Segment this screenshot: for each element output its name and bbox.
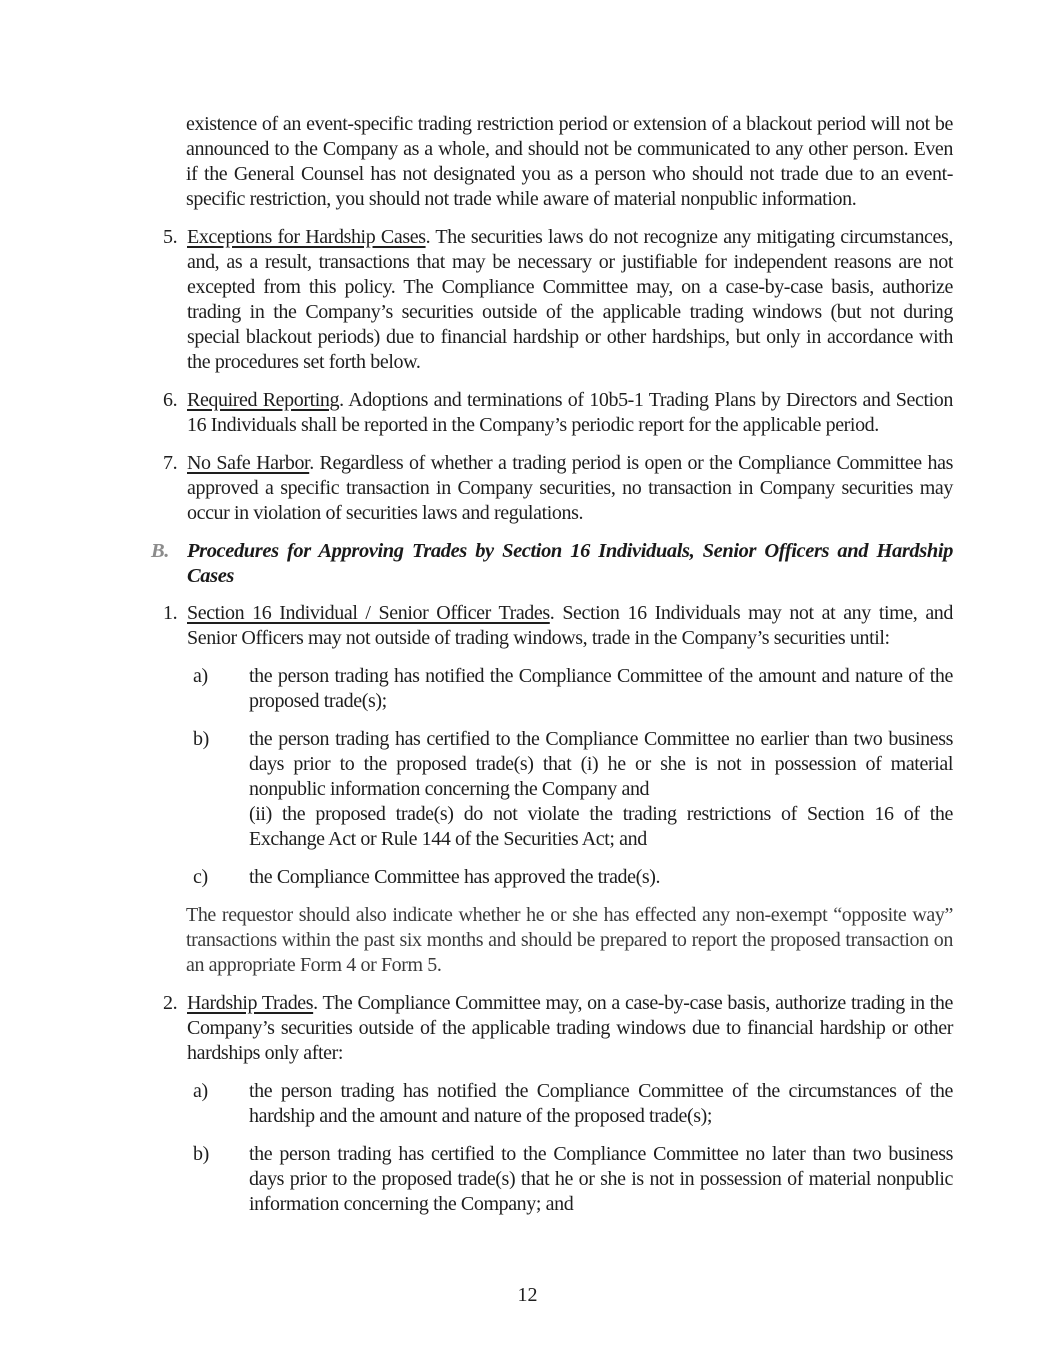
sub-item-text-part1: the person trading has certified to the Compliance Committee no earlier than two business days prior to the proposed trade(s) that (i) he or she is not in possession of material nonpublic information concerning the Company and: [249, 728, 953, 800]
item-number: 2.: [163, 992, 178, 1014]
requestor-note-paragraph: The requestor should also indicate whether he or she has effected any non-exempt “opposite way” transactions within the past six months and should be prepared to report the proposed transaction on an appropriate Form 4 or Form 5.: [186, 904, 953, 976]
item-heading: Hardship Trades: [187, 992, 314, 1014]
item-text: [187, 225, 953, 375]
sub-item-text: the Compliance Committee has approved the trade(s).: [249, 866, 661, 888]
sub-item-1b: [193, 727, 953, 852]
item-number: 1.: [163, 602, 178, 624]
list-item-7: [163, 451, 953, 526]
sub-item-label: c): [193, 866, 208, 888]
item-body-text: . The securities laws do not recognize any mitigating circumstances, and, as a result, transactions that may be necessary or justifiable for independent reasons are not excepted from this policy. The Compliance Committee may, on a case-by-case basis, authorize trading in the Company’s securities outside of the applicable trading windows (but not during special blackout periods) due to financial hardship or other hardships, but only in accordance with the procedures set forth below.: [187, 226, 953, 373]
list-item-5: [163, 225, 953, 375]
sub-item-2a: [193, 1079, 953, 1129]
sub-item-text: [249, 727, 953, 852]
section-b-heading: [151, 539, 953, 589]
list-item-b2: [163, 991, 953, 1066]
item-number: 7.: [163, 452, 178, 474]
list-item-b1: [163, 601, 953, 651]
sub-item-text-part2: (ii) the proposed trade(s) do not violate the trading restrictions of Section 16 of the Exchange Act or Rule 144 of the Securities Act; and: [249, 803, 953, 850]
item-heading: Section 16 Individual / Senior Officer Trades: [187, 602, 550, 624]
sub-item-2b: [193, 1142, 953, 1217]
item-number: 5.: [163, 226, 178, 248]
section-b-title: Procedures for Approving Trades by Section 16 Individuals, Senior Officers and Hardship Cases: [187, 540, 953, 587]
sub-item-label: b): [193, 1143, 209, 1165]
item-body-text: . The Compliance Committee may, on a case-by-case basis, authorize trading in the Company’s securities outside of the applicable trading windows due to financial hardship or other hardships only after:: [187, 992, 953, 1064]
sub-item-1a: [193, 664, 953, 714]
item-heading: No Safe Harbor: [187, 452, 310, 474]
item-heading: Required Reporting: [187, 389, 340, 411]
sub-item-text: the person trading has notified the Compliance Committee of the amount and nature of the proposed trade(s);: [249, 665, 953, 712]
item-body-text: . Adoptions and terminations of 10b5-1 Trading Plans by Directors and Section 16 Individuals shall be reported in the Company’s periodic report for the applicable period.: [187, 389, 953, 436]
document-content: [151, 112, 953, 1230]
section-b-label: B.: [151, 540, 169, 562]
page-number: 12: [517, 1284, 538, 1306]
sub-item-label: b): [193, 728, 209, 750]
item-body-text: . Regardless of whether a trading period is open or the Compliance Committee has approved a specific transaction in Company securities, no transaction in Company securities may occur in violation of securities laws and regulations.: [187, 452, 953, 524]
sub-item-1c: [193, 865, 953, 890]
sub-item-label: a): [193, 665, 208, 687]
item-number: 6.: [163, 389, 178, 411]
sub-item-label: a): [193, 1080, 208, 1102]
list-item-6: [163, 388, 953, 438]
item-text: [187, 601, 953, 651]
item-text: [187, 388, 953, 438]
item-text: [187, 451, 953, 526]
item-body-text: . Section 16 Individuals may not at any time, and Senior Officers may not outside of trading windows, trade in the Company’s securities until:: [187, 602, 953, 649]
item-text: [187, 991, 953, 1066]
item-heading: Exceptions for Hardship Cases: [187, 226, 426, 248]
intro-paragraph: existence of an event-specific trading restriction period or extension of a blackout period will not be announced to the Company as a whole, and should not be communicated to any other person. Even if the General Counsel has not designated you as a person who should not trade due to an event-specific restriction, you should not trade while aware of material nonpublic information.: [186, 113, 953, 210]
sub-item-text: the person trading has certified to the Compliance Committee no later than two business days prior to the proposed trade(s) that he or she is not in possession of material nonpublic information concerning the Company; and: [249, 1143, 953, 1215]
sub-item-text: the person trading has notified the Compliance Committee of the circumstances of the hardship and the amount and nature of the proposed trade(s);: [249, 1080, 953, 1127]
